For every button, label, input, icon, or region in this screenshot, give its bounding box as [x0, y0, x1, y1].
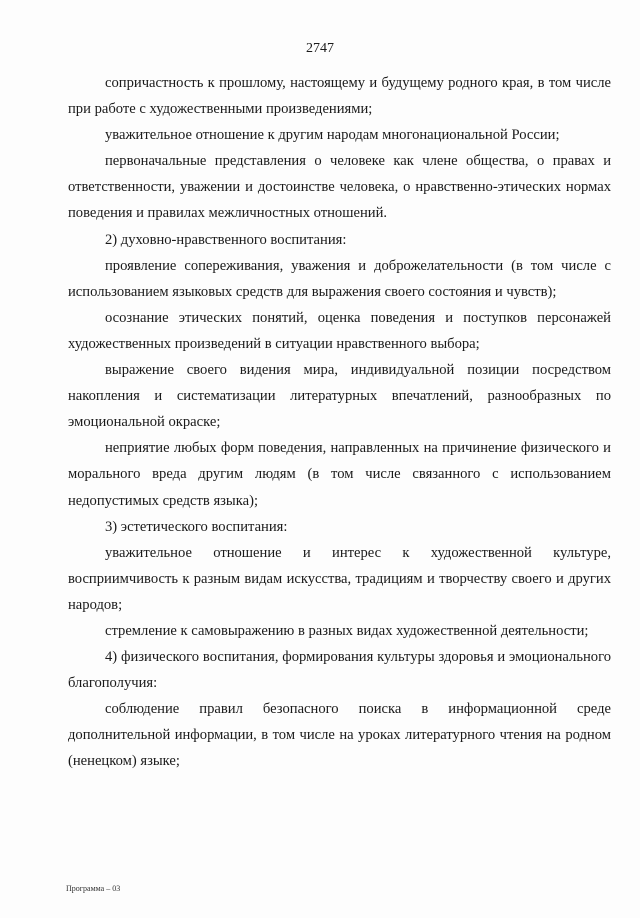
section-heading: 4) физического воспитания, формирования культуры здоровья и эмоционального благополучия: [68, 649, 611, 692]
section-heading: 3) эстетического воспитания: [105, 518, 288, 535]
footer-program-code: Программа – 03 [66, 884, 121, 893]
paragraph: выражение своего видения мира, индивидуальной позиции посредством накопления и систематизации литературных впечатлений, разнообразных по эмоциональной окраске; [68, 362, 611, 431]
paragraph: соблюдение правил безопасного поиска в информационной среде дополнительной информации, в том числе на уроках литературного чтения на родном (ненецком) языке; [68, 701, 611, 770]
paragraph: осознание этических понятий, оценка поведения и поступков персонажей художественных произведений в ситуации нравственного выбора; [68, 309, 611, 352]
section-heading: 2) духовно-нравственного воспитания: [105, 231, 347, 248]
body-text [68, 70, 611, 775]
paragraph: стремление к самовыражению в разных видах художественной деятельности; [105, 622, 589, 639]
paragraph: первоначальные представления о человеке как члене общества, о правах и ответственности, уважении и достоинстве человека, о нравственно-этических нормах поведения и правилах межличностных отношений. [68, 153, 611, 222]
paragraph: уважительное отношение и интерес к художественной культуре, восприимчивость к разным видам искусства, традициям и творчеству своего и других народов; [68, 544, 611, 613]
paragraph: уважительное отношение к другим народам многонациональной России; [105, 127, 560, 144]
paragraph: неприятие любых форм поведения, направленных на причинение физического и морального вреда другим людям (в том числе связанного с использованием недопустимых средств языка); [68, 440, 611, 509]
page-number: 2747 [306, 41, 334, 56]
paragraph: сопричастность к прошлому, настоящему и будущему родного края, в том числе при работе с художественными произведениями; [68, 75, 611, 118]
paragraph: проявление сопереживания, уважения и доброжелательности (в том числе с использованием языковых средств для выражения своего состояния и чувств); [68, 257, 611, 300]
